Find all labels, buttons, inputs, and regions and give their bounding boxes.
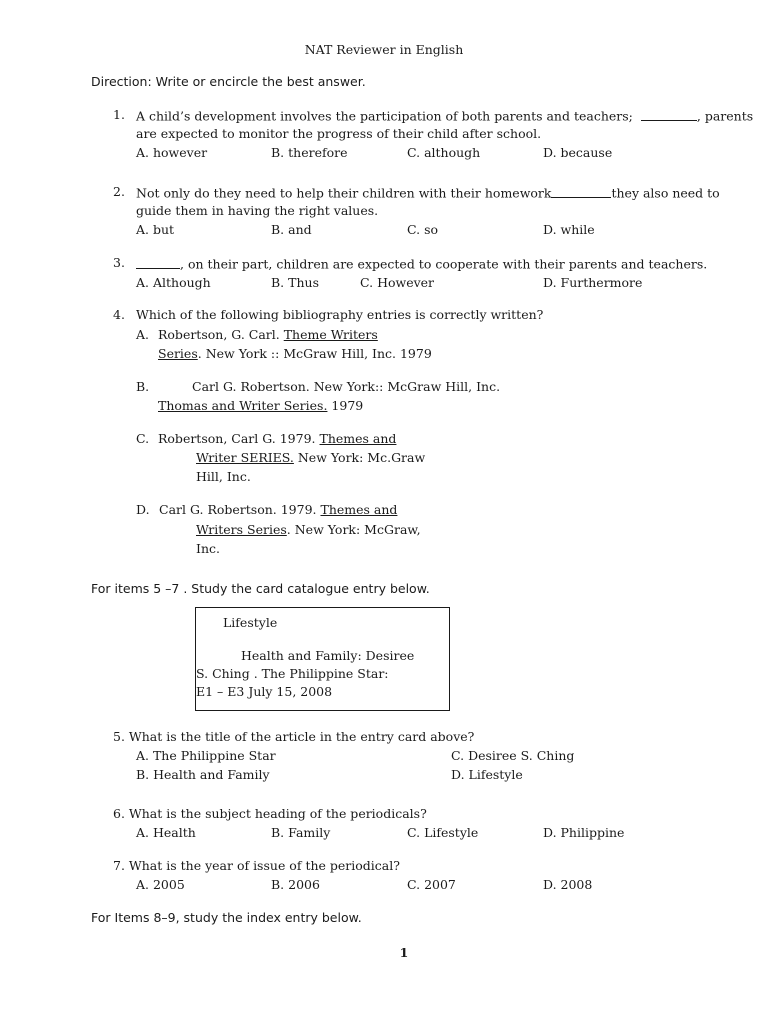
question-text: Not only do they need to help their children with their homework xyxy=(136,185,552,201)
question-text: 7. What is the year of issue of the periodical? xyxy=(113,858,400,873)
answer-blank[interactable] xyxy=(641,107,697,121)
choice-c-line2[interactable] xyxy=(196,450,425,465)
choice-c-title-cont: Writer SERIES. xyxy=(196,450,294,465)
choice-b-label[interactable]: B. xyxy=(136,379,150,394)
card-article-title: Health and Family: Desiree xyxy=(241,648,415,663)
choice-d-text-cont: . New York: McGraw, xyxy=(286,522,421,537)
section-heading-items-5-7: For items 5 –7 . Study the card catalogue entry below. xyxy=(91,581,430,596)
choice-d[interactable]: D. Lifestyle xyxy=(451,767,523,782)
choice-d[interactable]: D. Philippine xyxy=(543,825,625,840)
question-text-cont: they also need to xyxy=(611,185,720,201)
choice-b[interactable]: B. Thus xyxy=(271,275,319,290)
choice-c-title: Themes and xyxy=(319,431,397,446)
choice-a[interactable]: A. but xyxy=(136,222,175,237)
choice-c-text-cont: New York: Mc.Graw xyxy=(293,450,426,465)
choice-a[interactable]: A. Health xyxy=(136,825,196,840)
choice-c-line3[interactable]: Hill, Inc. xyxy=(196,469,251,484)
page-title: NAT Reviewer in English xyxy=(304,42,464,57)
choice-a[interactable]: A. Although xyxy=(136,275,211,290)
choice-b[interactable]: B. therefore xyxy=(271,145,348,160)
choice-a-text-cont: . New York :: McGraw Hill, Inc. 1979 xyxy=(197,346,432,361)
choice-a[interactable]: A. however xyxy=(136,145,208,160)
choice-a-title: Theme Writers xyxy=(283,327,378,342)
question-number: 1. xyxy=(113,107,125,122)
choice-d-text: Carl G. Robertson. 1979. xyxy=(159,502,317,517)
choice-c[interactable]: C. Desiree S. Ching xyxy=(451,748,575,763)
choice-c[interactable]: C. However xyxy=(360,275,435,290)
choice-a-line1[interactable] xyxy=(158,327,378,342)
choice-a-line2[interactable] xyxy=(158,346,432,361)
question-text: 6. What is the subject heading of the periodicals? xyxy=(113,806,427,821)
choice-b-line1[interactable]: Carl G. Robertson. New York:: McGraw Hill, Inc. xyxy=(192,379,501,394)
choice-c[interactable]: C. Lifestyle xyxy=(407,825,479,840)
choice-d-line2[interactable] xyxy=(196,522,421,537)
choice-d-title-cont: Writers Series xyxy=(196,522,287,537)
choice-a-text: Robertson, G. Carl. xyxy=(158,327,280,342)
card-page-date: E1 – E3 July 15, 2008 xyxy=(196,684,333,699)
card-author-publication: S. Ching . The Philippine Star: xyxy=(196,666,389,681)
choice-c-label[interactable]: C. xyxy=(136,431,150,446)
choice-a-title-cont: Series xyxy=(158,346,198,361)
choice-b[interactable]: B. and xyxy=(271,222,312,237)
question-number: 3. xyxy=(113,255,125,270)
choice-c[interactable]: C. although xyxy=(407,145,481,160)
choice-d[interactable]: D. while xyxy=(543,222,595,237)
choice-a[interactable]: A. The Philippine Star xyxy=(136,748,276,763)
card-subject-heading: Lifestyle xyxy=(223,615,278,630)
choice-d-title: Themes and xyxy=(320,502,398,517)
choice-d-line3[interactable]: Inc. xyxy=(196,541,220,556)
question-text: , on their part, children are expected to cooperate with their parents and teachers. xyxy=(180,256,708,272)
question-number: 2. xyxy=(113,184,125,199)
question-text-line2: are expected to monitor the progress of their child after school. xyxy=(136,126,542,141)
choice-d[interactable]: D. 2008 xyxy=(543,877,593,892)
question-text: Which of the following bibliography entries is correctly written? xyxy=(136,307,544,322)
choice-a-label[interactable]: A. xyxy=(136,327,150,342)
question-text: A child’s development involves the participation of both parents and teachers; xyxy=(136,108,633,124)
question-text-cont: , parents xyxy=(696,108,754,124)
answer-blank[interactable] xyxy=(136,255,180,269)
choice-d-label[interactable]: D. xyxy=(136,502,150,517)
answer-blank[interactable] xyxy=(551,184,611,198)
choice-c-line1[interactable] xyxy=(158,431,396,446)
choice-a[interactable]: A. 2005 xyxy=(136,877,185,892)
choice-b[interactable]: B. Family xyxy=(271,825,331,840)
choice-c-text: Robertson, Carl G. 1979. xyxy=(158,431,316,446)
choice-d[interactable]: D. Furthermore xyxy=(543,275,643,290)
choice-c[interactable]: C. so xyxy=(407,222,439,237)
page-number: 1 xyxy=(399,945,409,960)
choice-c[interactable]: C. 2007 xyxy=(407,877,456,892)
choice-b-line2[interactable] xyxy=(158,398,363,413)
card-catalogue-entry xyxy=(195,607,450,711)
question-text-line2: guide them in having the right values. xyxy=(136,203,379,218)
section-heading-items-8-9: For Items 8–9, study the index entry below. xyxy=(91,910,362,925)
choice-d[interactable]: D. because xyxy=(543,145,613,160)
question-number: 4. xyxy=(113,307,125,322)
direction-text: Direction: Write or encircle the best answer. xyxy=(91,74,366,89)
choice-b[interactable]: B. 2006 xyxy=(271,877,320,892)
choice-d-line1[interactable] xyxy=(159,502,397,517)
choice-b-title: Thomas and Writer Series. xyxy=(158,398,328,413)
choice-b-text-cont: 1979 xyxy=(327,398,364,413)
question-text: 5. What is the title of the article in the entry card above? xyxy=(113,729,475,744)
choice-b[interactable]: B. Health and Family xyxy=(136,767,270,782)
